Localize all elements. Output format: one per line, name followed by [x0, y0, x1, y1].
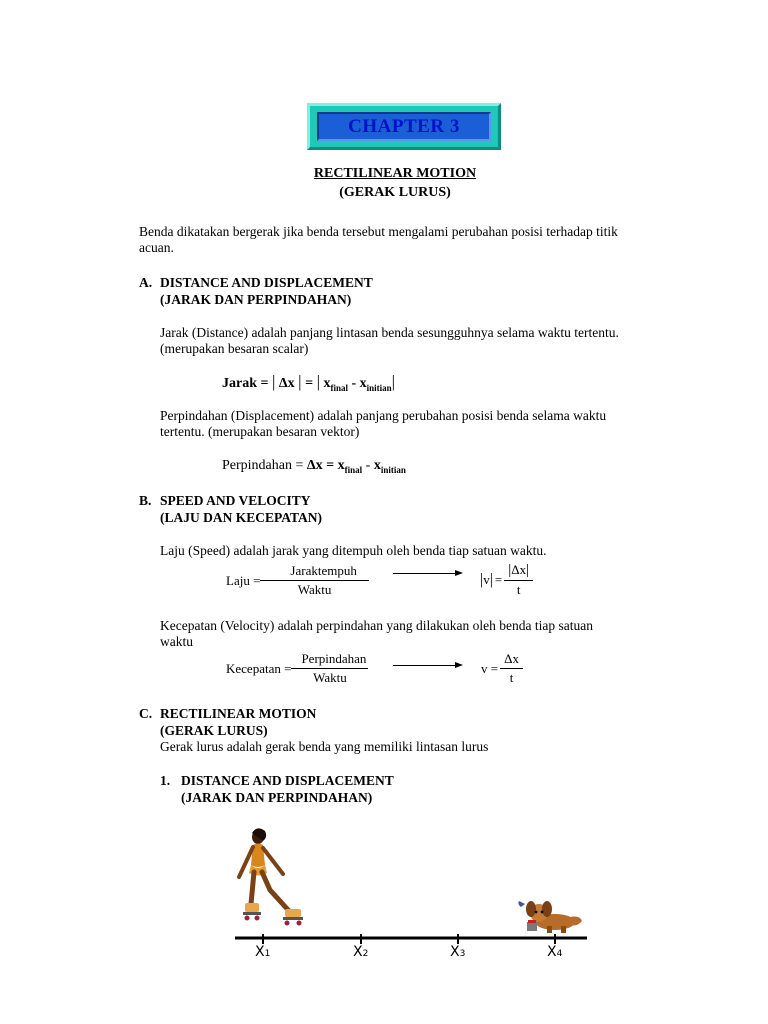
- dog-figure: [518, 901, 582, 933]
- page-title: RECTILINEAR MOTION: [313, 166, 477, 181]
- velocity-arrow: [393, 662, 463, 668]
- displacement-formula: Perpindahan = $\Delta x = x_{final} - x_{initian}$: [222, 458, 406, 475]
- velocity-formula: Kecepatan = $\frac{\text{Perpindahan}}{\text{Waktu}}$: [226, 651, 367, 685]
- axis-label-1: X1: [255, 944, 271, 960]
- speed-definition: Laju (Speed) adalah jarak yang ditempuh oleh benda tiap satuan waktu.: [160, 543, 547, 558]
- subsection-1-heading: DISTANCE AND DISPLACEMENT (JARAK DAN PERPINDAHAN): [181, 773, 394, 805]
- speed-arrow: [393, 570, 463, 576]
- axis-label-4: X4: [547, 944, 563, 960]
- section-c-heading: RECTILINEAR MOTION (GERAK LURUS): [160, 706, 317, 738]
- axis-label-2: X2: [353, 944, 369, 960]
- displacement-definition: Perpindahan (Displacement) adalah panjang perubahan posisi benda selama waktu tertentu. (merupakan besaran vektor): [160, 408, 607, 439]
- section-c-letter: C.: [139, 706, 153, 721]
- axis-label-3: X3: [450, 944, 466, 960]
- section-a-heading: DISTANCE AND DISPLACEMENT (JARAK DAN PERPINDAHAN): [160, 275, 373, 307]
- velocity-ratio-formula: v = $\frac{\Delta x}{t}$: [481, 651, 523, 686]
- chapter-title: CHAPTER 3: [317, 112, 491, 141]
- chapter-banner: [307, 103, 501, 150]
- rectilinear-definition: Gerak lurus adalah gerak benda yang memiliki lintasan lurus: [160, 739, 489, 754]
- speed-fraction: $\frac{\text{Jaraktempuh}}{\text{Waktu}}$: [260, 563, 368, 598]
- velocity-fraction: $\frac{\text{Perpindahan}}{\text{Waktu}}$: [291, 651, 368, 686]
- axis-labels: [0, 944, 768, 968]
- section-b-heading: SPEED AND VELOCITY (LAJU DAN KECEPATAN): [160, 493, 322, 525]
- velocity-definition: Kecepatan (Velocity) adalah perpindahan yang dilakukan oleh benda tiap satuan waktu: [160, 618, 593, 649]
- speed-magnitude-formula: | v | = $\frac{|\Delta x|}{t}$: [480, 562, 533, 598]
- section-b-letter: B.: [139, 493, 152, 508]
- distance-definition: Jarak (Distance) adalah panjang lintasan benda sesungguhnya selama waktu tertentu. (merupakan besaran scalar): [160, 325, 619, 356]
- skater-figure: [239, 828, 303, 925]
- speed-formula: Laju = $\frac{\text{Jaraktempuh}}{\text{Waktu}}$: [226, 563, 369, 598]
- intro-paragraph: Benda dikatakan bergerak jika benda tersebut mengalami perubahan posisi terhadap titik acuan.: [139, 224, 618, 255]
- section-a-letter: A.: [139, 275, 153, 290]
- subsection-1-number: 1.: [160, 773, 171, 788]
- page-subtitle: (GERAK LURUS): [339, 185, 451, 200]
- distance-formula: Jarak = | Δx | = | $x_{final} - x_{initian}|$: [222, 372, 396, 393]
